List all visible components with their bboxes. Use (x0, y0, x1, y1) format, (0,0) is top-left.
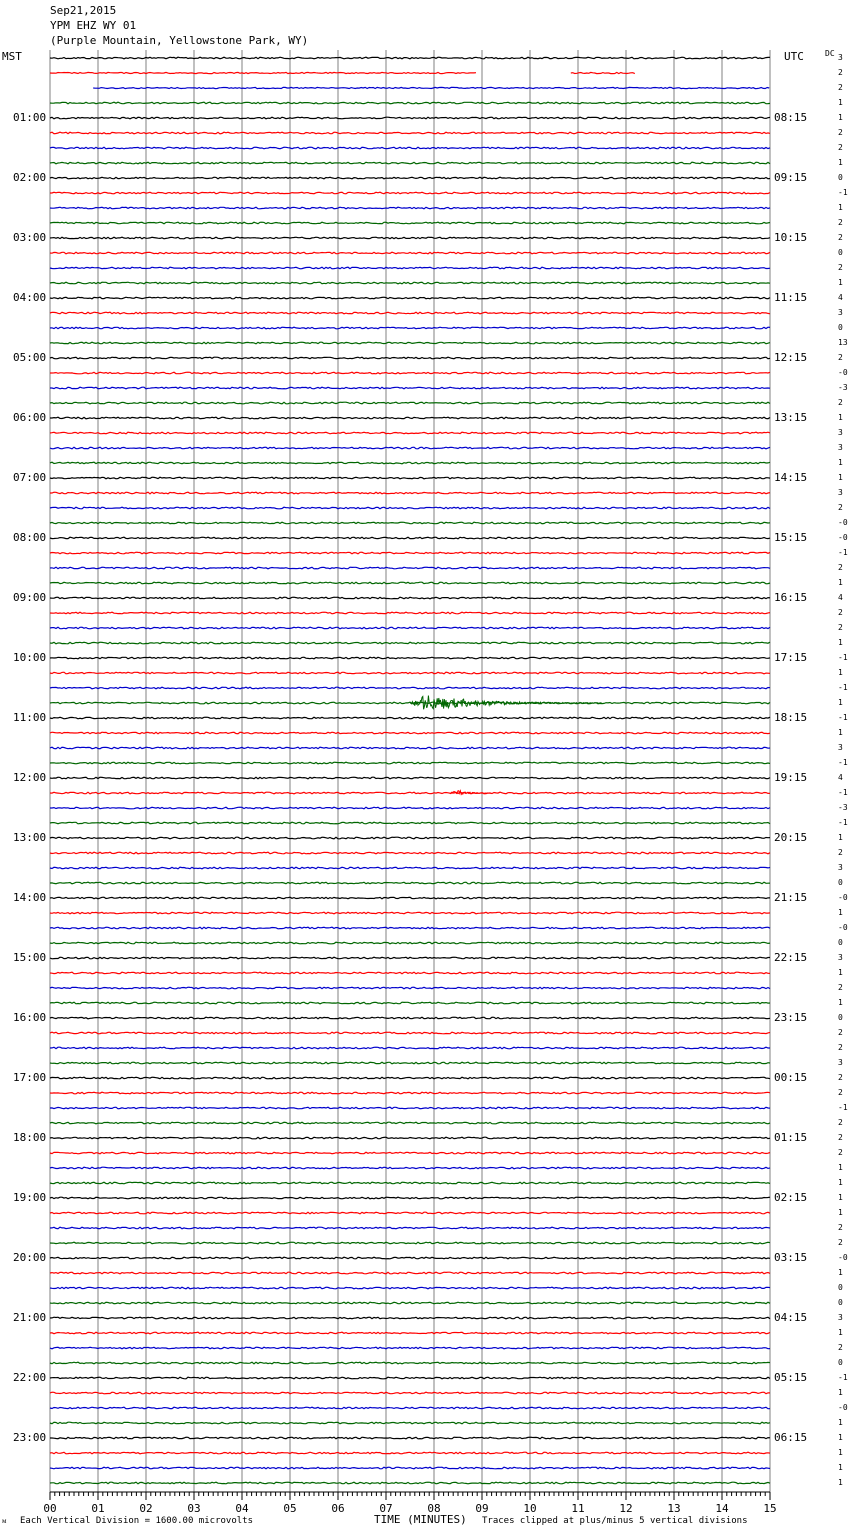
dc-offset-label: 3 (838, 443, 843, 452)
trace-line (50, 1212, 770, 1214)
trace-line (50, 1047, 770, 1049)
right-hour-label: 05:15 (774, 1371, 808, 1384)
trace-line (50, 417, 770, 419)
left-hour-label: 12:00 (13, 771, 47, 784)
dc-offset-label: -0 (838, 893, 848, 902)
trace-line (50, 297, 770, 299)
trace-line (50, 1257, 770, 1259)
trace-line (50, 1167, 770, 1169)
station-location: (Purple Mountain, Yellowstone Park, WY) (50, 34, 309, 47)
trace-line (50, 822, 770, 824)
trace-line (50, 147, 770, 149)
dc-offset-label: 0 (838, 1283, 843, 1292)
dc-offset-label: 1 (838, 1208, 843, 1217)
trace-line (50, 837, 770, 839)
trace-line (50, 1077, 770, 1079)
dc-offset-label: 1 (838, 1328, 843, 1337)
dc-offset-label: 1 (838, 668, 843, 677)
trace-line (50, 1467, 770, 1469)
dc-offset-label: 2 (838, 1088, 843, 1097)
left-hour-label: 08:00 (13, 531, 47, 544)
trace-line (50, 432, 770, 434)
trace-line (50, 1182, 770, 1184)
trace-line (50, 717, 770, 719)
dc-offset-label: 4 (838, 773, 843, 782)
dc-offset-label: 2 (838, 1028, 843, 1037)
right-hour-label: 18:15 (774, 711, 808, 724)
trace-line (50, 222, 770, 224)
station-code: YPM EHZ WY 01 (50, 19, 137, 32)
trace-line (50, 927, 770, 929)
dc-offset-label: -0 (838, 368, 848, 377)
left-hour-label: 18:00 (13, 1131, 47, 1144)
trace-line (50, 912, 770, 914)
dc-offset-label: 2 (838, 1043, 843, 1052)
left-hour-label: 22:00 (13, 1371, 47, 1384)
trace-line (50, 1032, 770, 1034)
dc-offset-label: -1 (838, 758, 848, 767)
dc-offset-label: 1 (838, 1418, 843, 1427)
trace-line (50, 1227, 770, 1229)
plot-date: Sep21,2015 (50, 4, 117, 17)
dc-offset-label: 1 (838, 728, 843, 737)
dc-offset-label: -1 (838, 1373, 848, 1382)
dc-offset-label: -3 (838, 803, 848, 812)
dc-offset-label: 3 (838, 488, 843, 497)
dc-offset-label: -1 (838, 683, 848, 692)
trace-line (50, 1002, 770, 1004)
dc-offset-label: 1 (838, 1478, 843, 1487)
trace-line (50, 1272, 770, 1274)
trace-line (50, 1017, 770, 1019)
dc-offset-label: 2 (838, 398, 843, 407)
x-tick-label: 01 (91, 1502, 105, 1515)
right-hour-label: 10:15 (774, 231, 808, 244)
dc-offset-label: 13 (838, 338, 848, 347)
trace-line (50, 1242, 770, 1244)
x-tick-label: 08 (427, 1502, 441, 1515)
dc-offset-label: 4 (838, 593, 843, 602)
right-hour-label: 00:15 (774, 1071, 808, 1084)
trace-line (50, 777, 770, 779)
left-hour-label: 06:00 (13, 411, 47, 424)
left-hour-label: 13:00 (13, 831, 47, 844)
dc-offset-label: -1 (838, 653, 848, 662)
left-hour-label: 14:00 (13, 891, 47, 904)
dc-offset-label: 2 (838, 1223, 843, 1232)
left-hour-label: 03:00 (13, 231, 47, 244)
left-hour-label: 19:00 (13, 1191, 47, 1204)
trace-line (50, 372, 770, 374)
trace-line (50, 1062, 770, 1064)
dc-offset-label: 3 (838, 428, 843, 437)
x-tick-label: 00 (43, 1502, 57, 1515)
trace-line (50, 552, 770, 554)
dc-offset-label: 1 (838, 158, 843, 167)
dc-offset-label: 3 (838, 953, 843, 962)
dc-offset-label: 1 (838, 833, 843, 842)
dc-offset-label: -1 (838, 818, 848, 827)
dc-offset-label: 1 (838, 203, 843, 212)
trace-line (50, 687, 770, 689)
dc-offset-label: 0 (838, 1298, 843, 1307)
dc-offset-label: 1 (838, 1388, 843, 1397)
trace-line (50, 747, 770, 749)
time-axis (43, 1492, 776, 1515)
right-hour-label: 20:15 (774, 831, 808, 844)
right-hour-label: 23:15 (774, 1011, 808, 1024)
trace-line (50, 132, 770, 134)
dc-offset-label: 1 (838, 113, 843, 122)
dc-offset-label: 1 (838, 458, 843, 467)
dc-offset-label: -0 (838, 533, 848, 542)
left-hour-label: 05:00 (13, 351, 47, 364)
trace-line (50, 342, 770, 344)
dc-offset-label: 1 (838, 473, 843, 482)
trace-line (50, 567, 770, 569)
dc-offset-label: -1 (838, 1103, 848, 1112)
trace-line (50, 627, 770, 629)
trace-line (50, 462, 770, 464)
trace-line (50, 237, 770, 239)
trace-line (50, 942, 770, 944)
dc-offset-label: 2 (838, 503, 843, 512)
trace-line (50, 522, 770, 524)
clip-note: Traces clipped at plus/minus 5 vertical divisions (482, 1516, 748, 1526)
trace-line (50, 207, 770, 209)
x-tick-label: 02 (139, 1502, 153, 1515)
dc-offset-label: 1 (838, 638, 843, 647)
dc-offset-label: -0 (838, 923, 848, 932)
right-timezone-label: UTC (784, 50, 804, 63)
dc-offset-label: 1 (838, 578, 843, 587)
trace-line (50, 1287, 770, 1289)
left-hour-label: 16:00 (13, 1011, 47, 1024)
left-hour-label: 23:00 (13, 1431, 47, 1444)
dc-offset-label: 0 (838, 323, 843, 332)
dc-offset-label: -1 (838, 713, 848, 722)
trace-line (50, 897, 770, 899)
right-hour-label: 13:15 (774, 411, 808, 424)
right-hour-label: 02:15 (774, 1191, 808, 1204)
trace-line (50, 492, 770, 494)
trace-line (93, 87, 769, 88)
right-hour-label: 22:15 (774, 951, 808, 964)
trace-line (50, 582, 770, 584)
trace-line (50, 1482, 770, 1484)
right-hour-label: 09:15 (774, 171, 808, 184)
left-hour-label: 11:00 (13, 711, 47, 724)
left-hour-label: 01:00 (13, 111, 47, 124)
trace-line (50, 1347, 770, 1349)
left-hour-label: 02:00 (13, 171, 47, 184)
trace-line (50, 177, 770, 179)
trace-line (50, 732, 770, 734)
left-hour-label: 04:00 (13, 291, 47, 304)
trace-line (50, 1317, 770, 1319)
x-tick-label: 13 (667, 1502, 681, 1515)
dc-offset-label: 3 (838, 1058, 843, 1067)
dc-offset-label: -1 (838, 788, 848, 797)
x-tick-label: 12 (619, 1502, 633, 1515)
trace-line (50, 252, 770, 254)
dc-offset-label: 2 (838, 1073, 843, 1082)
right-hour-label: 16:15 (774, 591, 808, 604)
trace-line (50, 1152, 770, 1154)
trace-line (50, 402, 770, 404)
left-hour-label: 21:00 (13, 1311, 47, 1324)
dc-offset-label: 2 (838, 848, 843, 857)
trace-line (50, 597, 770, 599)
dc-offset-label: 2 (838, 623, 843, 632)
dc-offset-label: 2 (838, 563, 843, 572)
right-hour-label: 04:15 (774, 1311, 808, 1324)
dc-offset-label: 0 (838, 1013, 843, 1022)
x-tick-label: 06 (331, 1502, 345, 1515)
x-axis-label: TIME (MINUTES) (374, 1513, 467, 1526)
right-hour-label: 03:15 (774, 1251, 808, 1264)
trace-line (50, 612, 770, 614)
trace-line (50, 1422, 770, 1424)
trace-line (50, 1362, 770, 1364)
x-tick-label: 10 (523, 1502, 537, 1515)
dc-offset-label: -0 (838, 1253, 848, 1262)
x-tick-label: 14 (715, 1502, 729, 1515)
dc-offset-label: 2 (838, 1148, 843, 1157)
trace-line (50, 867, 770, 869)
dc-offset-label: 1 (838, 1193, 843, 1202)
dc-offset-label: 1 (838, 998, 843, 1007)
dc-offset-label: 1 (838, 1178, 843, 1187)
dc-offset-label: 1 (838, 1448, 843, 1457)
x-tick-label: 05 (283, 1502, 297, 1515)
dc-offset-label: 1 (838, 1268, 843, 1277)
event-waveform (410, 696, 602, 710)
trace-line (50, 1392, 770, 1394)
trace-line (50, 672, 770, 674)
trace-line (50, 1302, 770, 1304)
dc-offset-label: 2 (838, 143, 843, 152)
dc-offset-label: 3 (838, 1313, 843, 1322)
dc-offset-label: 2 (838, 263, 843, 272)
trace-line (50, 972, 770, 974)
dc-offset-label: 2 (838, 128, 843, 137)
trace-line (50, 507, 770, 509)
trace-line (50, 72, 476, 73)
dc-offset-label: -3 (838, 383, 848, 392)
trace-line (50, 282, 770, 284)
trace-line (50, 1452, 770, 1454)
trace-line (50, 1437, 770, 1439)
trace-line (50, 1377, 770, 1379)
trace-line (50, 387, 770, 389)
dc-offset-label: 1 (838, 98, 843, 107)
trace-line (50, 657, 770, 659)
dc-offset-label: 2 (838, 1118, 843, 1127)
dc-offset-label: 0 (838, 1358, 843, 1367)
left-hour-label: 20:00 (13, 1251, 47, 1264)
dc-offset-label: 2 (838, 83, 843, 92)
trace-line (50, 102, 770, 104)
trace-line (50, 1407, 770, 1409)
trace-line (50, 987, 770, 989)
scale-note: Each Vertical Division = 1600.00 microvolts (20, 1516, 253, 1526)
trace-line (571, 72, 635, 73)
trace-line (50, 762, 770, 764)
trace-line (50, 1092, 770, 1094)
right-hour-label: 17:15 (774, 651, 808, 664)
trace-line (50, 1332, 770, 1334)
dc-offset-label: 3 (838, 53, 843, 62)
left-timezone-label: MST (2, 50, 22, 63)
left-hour-label: 09:00 (13, 591, 47, 604)
dc-offset-label: 1 (838, 278, 843, 287)
right-hour-label: 21:15 (774, 891, 808, 904)
trace-line (50, 957, 770, 959)
dc-offset-label: 2 (838, 218, 843, 227)
trace-line (50, 57, 770, 59)
trace-rows (50, 57, 770, 1484)
trace-line (50, 792, 770, 794)
time-grid (50, 50, 770, 1492)
trace-line (50, 357, 770, 359)
right-hour-label: 14:15 (774, 471, 808, 484)
dc-offset-label: 0 (838, 878, 843, 887)
dc-offset-label: 2 (838, 608, 843, 617)
trace-line (50, 162, 770, 164)
corner-mark: ᴍ (2, 1517, 7, 1525)
left-hour-label: 07:00 (13, 471, 47, 484)
dc-offset-label: 3 (838, 743, 843, 752)
trace-line (50, 882, 770, 884)
x-tick-label: 04 (235, 1502, 249, 1515)
trace-line (50, 192, 770, 194)
right-hour-label: 01:15 (774, 1131, 808, 1144)
x-tick-label: 15 (763, 1502, 777, 1515)
trace-line (50, 1122, 770, 1124)
right-hour-label: 08:15 (774, 111, 808, 124)
dc-offset-label: 2 (838, 1238, 843, 1247)
right-hour-label: 12:15 (774, 351, 808, 364)
x-tick-label: 07 (379, 1502, 393, 1515)
trace-line (50, 1107, 770, 1109)
trace-line (50, 642, 770, 644)
dc-offset-label: 1 (838, 1433, 843, 1442)
dc-offset-label: 3 (838, 863, 843, 872)
left-hour-label: 10:00 (13, 651, 47, 664)
x-tick-label: 11 (571, 1502, 585, 1515)
dc-offset-label: -0 (838, 518, 848, 527)
x-tick-label: 03 (187, 1502, 201, 1515)
dc-offset-label: 2 (838, 353, 843, 362)
dc-offset-label: 0 (838, 938, 843, 947)
right-hour-label: 15:15 (774, 531, 808, 544)
dc-offset-label: 1 (838, 1463, 843, 1472)
trace-line (50, 267, 770, 269)
dc-offset-label: 3 (838, 308, 843, 317)
right-hour-label: 06:15 (774, 1431, 808, 1444)
dc-offset-label: 0 (838, 248, 843, 257)
right-hour-label: 19:15 (774, 771, 808, 784)
trace-line (50, 1197, 770, 1199)
dc-offset-label: 1 (838, 698, 843, 707)
trace-line (50, 537, 770, 539)
event-marks (410, 696, 602, 795)
trace-line (50, 807, 770, 809)
dc-offset-label: 0 (838, 173, 843, 182)
trace-line (50, 852, 770, 854)
right-hour-label: 11:15 (774, 291, 808, 304)
left-hour-label: 15:00 (13, 951, 47, 964)
dc-offset-label: 4 (838, 293, 843, 302)
dc-offset-label: 2 (838, 68, 843, 77)
dc-offset-label: 2 (838, 983, 843, 992)
dc-offset-label: 1 (838, 908, 843, 917)
dc-offset-label: 1 (838, 968, 843, 977)
trace-line (50, 327, 770, 329)
dc-offset-label: 2 (838, 1343, 843, 1352)
dc-offset-label: -0 (838, 1403, 848, 1412)
trace-line (50, 1137, 770, 1139)
dc-offset-label: 1 (838, 413, 843, 422)
trace-line (50, 477, 770, 479)
trace-line (50, 117, 770, 119)
dc-offset-label: -1 (838, 188, 848, 197)
x-tick-label: 09 (475, 1502, 489, 1515)
dc-offset-label: 2 (838, 233, 843, 242)
trace-line (50, 312, 770, 314)
dc-offset-label: 2 (838, 1133, 843, 1142)
trace-line (50, 447, 770, 449)
dc-offset-label: 1 (838, 1163, 843, 1172)
dc-column-header: DC (825, 49, 835, 58)
dc-offset-label: -1 (838, 548, 848, 557)
left-hour-label: 17:00 (13, 1071, 47, 1084)
